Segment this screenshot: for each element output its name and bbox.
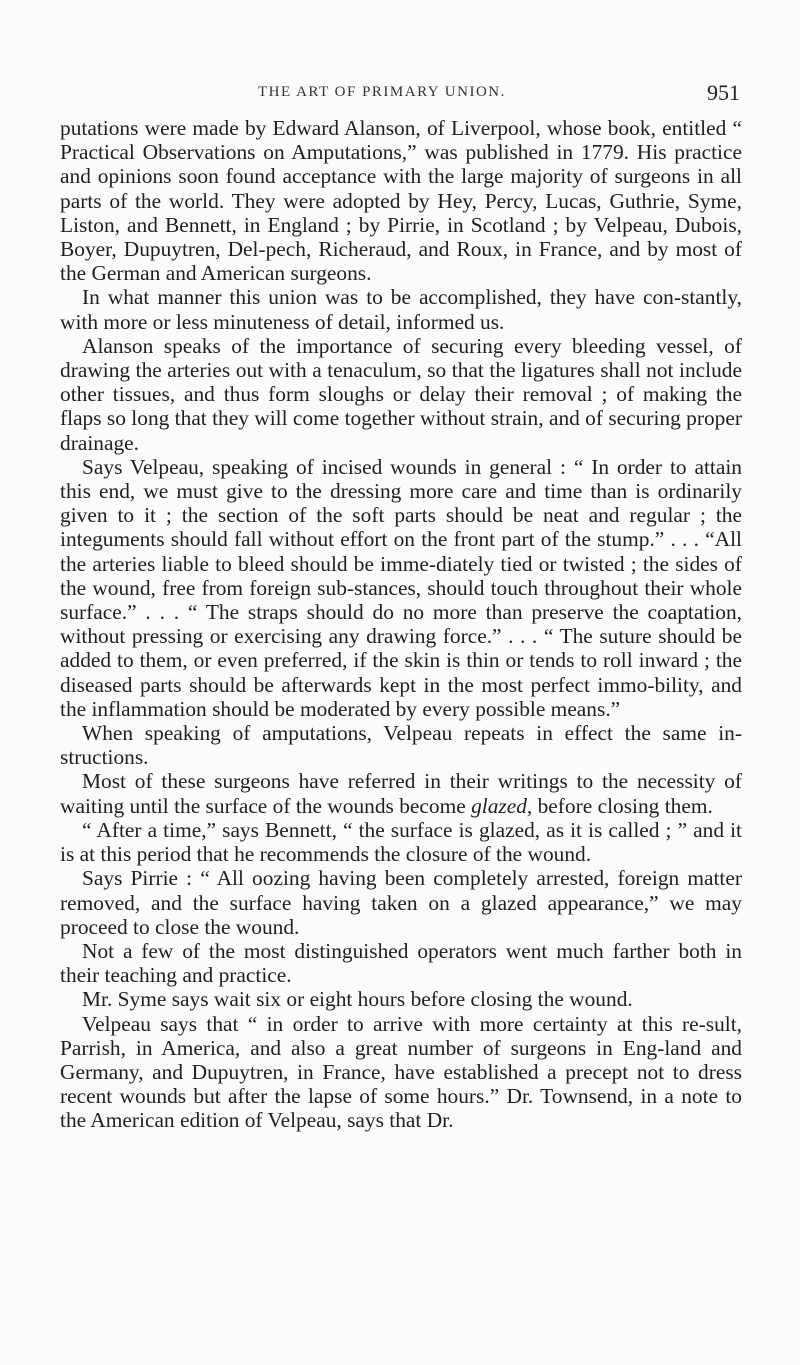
- paragraph: “ After a time,” says Bennett, “ the surface is glazed, as it is called ; ” and it is at this period that he recommends the closure of the wound.: [60, 817, 742, 867]
- paragraph-text: Most of these surgeons have referred in their writings to the necessity of waiting until the surface of the wounds become: [60, 769, 742, 818]
- paragraph: Not a few of the most distinguished operators went much farther both in their teaching and practice.: [60, 938, 742, 988]
- paragraph: In what manner this union was to be accomplished, they have con-stantly, with more or less minuteness of detail, informed us.: [60, 285, 742, 334]
- paragraph: Says Velpeau, speaking of incised wounds in general : “ In order to attain this end, we must give to the dressing more care and time than is ordinarily given to it ; the section of the soft parts should be neat and regular ; the integuments should fall without effort on the front part of the stump.” . . . “All the arteries liable to bleed should be imme-diately tied or twisted ; the sides of the wound, free from foreign sub-stances, should touch throughout their whole surface.” . . . “ The straps should do no more than preserve the coaptation, without pressing or exercising any drawing force.” . . . “ The suture should be added to them, or even preferred, if the skin is thin or tends to roll inward ; the diseased parts should be afterwards kept in the most perfect immo-bility, and the inflammation should be moderated by every possible means.”: [60, 454, 742, 721]
- running-title: THE ART OF PRIMARY UNION.: [258, 84, 506, 100]
- paragraph: Velpeau says that “ in order to arrive with more certainty at this re-sult, Parrish, in America, and also a great number of surgeons in Eng-land and Germany, and Dupuytren, in France, have established a precept not to dress recent wounds but after the lapse of some hours.” Dr. Townsend, in a note to the American edition of Velpeau, says that Dr.: [60, 1011, 742, 1133]
- running-head: [0, 80, 740, 110]
- paragraph: When speaking of amputations, Velpeau repeats in effect the same in-structions.: [60, 721, 742, 770]
- paragraph: Says Pirrie : “ All oozing having been completely arrested, foreign matter removed, and the surface having taken on a glazed appearance,” we may proceed to close the wound.: [60, 866, 742, 939]
- page-number: 951: [707, 80, 740, 105]
- paragraph: [60, 769, 742, 817]
- emphasized-word: glazed,: [471, 793, 533, 818]
- paragraph: putations were made by Edward Alanson, of Liverpool, whose book, entitled “ Practical Observations on Amputations,” was published in 1779. His practice and opinions soon found acceptance with the large majority of surgeons in all parts of the world. They were adopted by Hey, Percy, Lucas, Guthrie, Syme, Liston, and Bennett, in England ; by Pirrie, in Scotland ; by Velpeau, Dubois, Boyer, Dupuytren, Del-pech, Richeraud, and Roux, in France, and by most of the German and American surgeons.: [60, 116, 742, 286]
- paragraph: Alanson speaks of the importance of securing every bleeding vessel, of drawing the arteries out with a tenaculum, so that the ligatures shall not include other tissues, and thus form sloughs or delay their removal ; of making the flaps so long that they will come together without strain, and of securing proper drainage.: [60, 333, 742, 455]
- paragraph: Mr. Syme says wait six or eight hours before closing the wound.: [82, 987, 633, 1012]
- body-text: [60, 116, 742, 1133]
- paragraph-text: before closing them.: [532, 793, 713, 818]
